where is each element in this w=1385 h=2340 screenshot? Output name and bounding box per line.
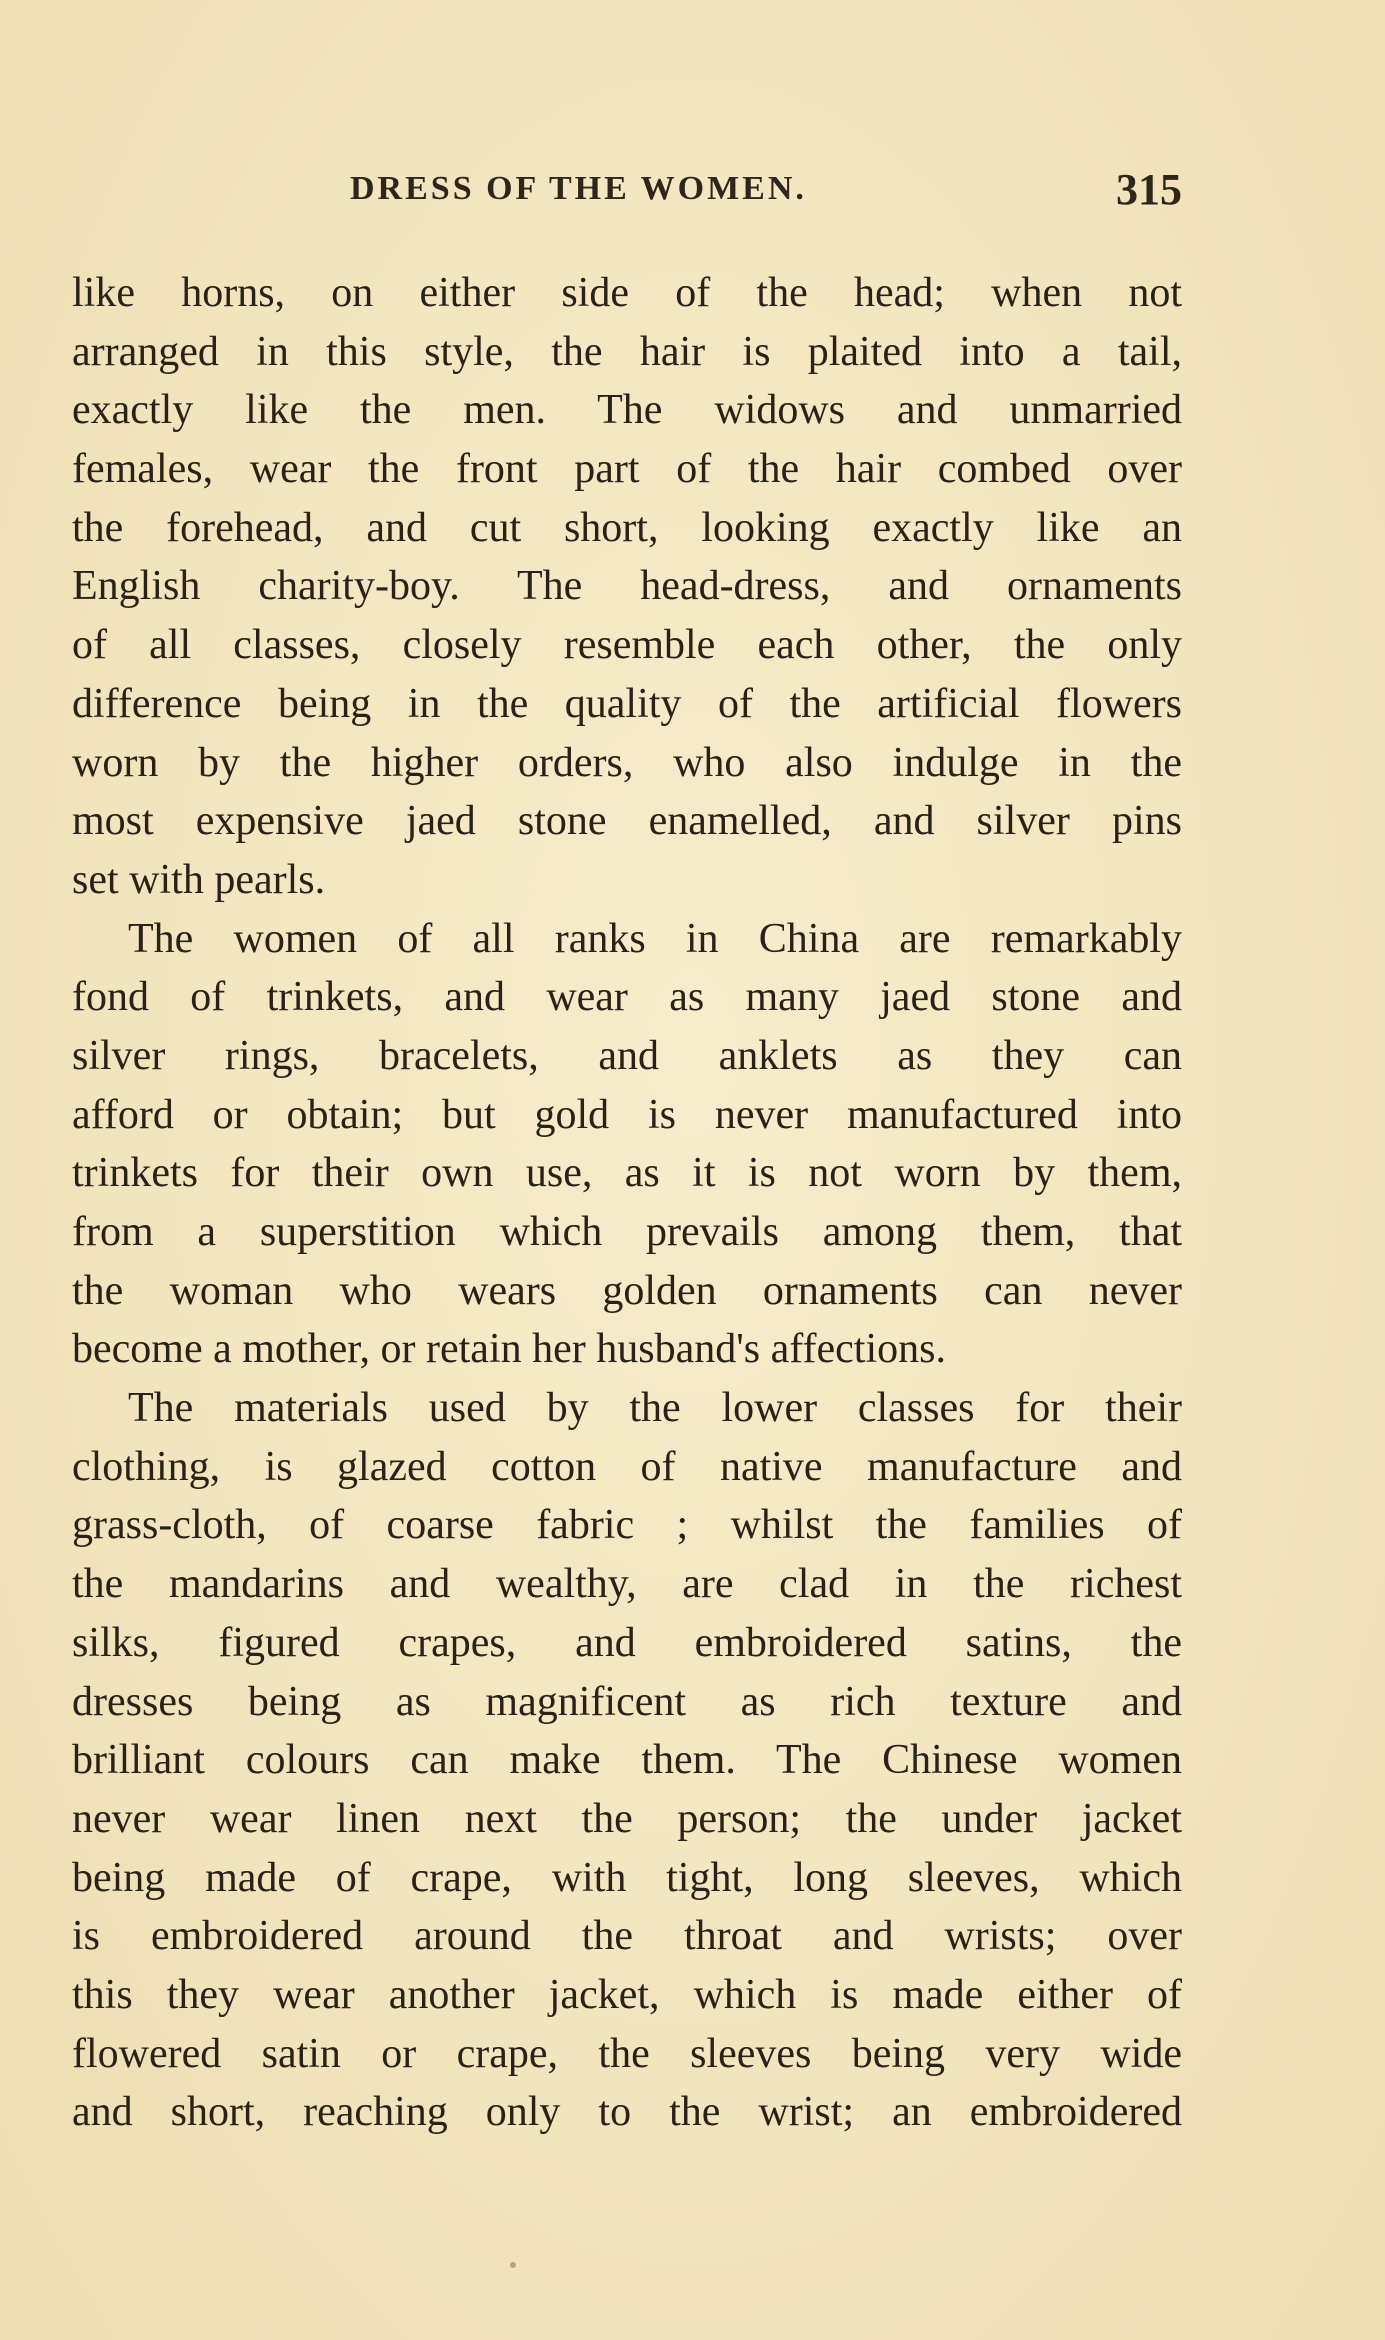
text-line: is embroidered around the throat and wrists; over — [72, 1913, 1182, 1960]
text-line: females, wear the front part of the hair combed over — [72, 446, 1182, 493]
text-line: brilliant colours can make them. The Chinese women — [72, 1737, 1182, 1784]
paper-speck — [510, 2262, 516, 2268]
text-line: afford or obtain; but gold is never manufactured into — [72, 1091, 1182, 1138]
text-line: the mandarins and wealthy, are clad in the richest — [72, 1561, 1182, 1608]
text-line: clothing, is glazed cotton of native manufacture and — [72, 1443, 1182, 1490]
text-line: The materials used by the lower classes for their — [128, 1385, 1182, 1432]
text-line: being made of crape, with tight, long sleeves, which — [72, 1854, 1182, 1901]
text-line: most expensive jaed stone enamelled, and silver pins — [72, 798, 1182, 845]
text-line: difference being in the quality of the artificial flowers — [72, 680, 1182, 727]
text-line: fond of trinkets, and wear as many jaed stone and — [72, 974, 1182, 1021]
text-line: grass-cloth, of coarse fabric ; whilst the families of — [72, 1502, 1182, 1549]
text-line: The women of all ranks in China are remarkably — [128, 915, 1182, 962]
text-line: like horns, on either side of the head; when not — [72, 270, 1182, 316]
text-line: the woman who wears golden ornaments can never — [72, 1267, 1182, 1314]
text-line: exactly like the men. The widows and unmarried — [72, 387, 1182, 434]
text-line: flowered satin or crape, the sleeves being very wide — [72, 2030, 1182, 2077]
text-line: from a superstition which prevails among them, that — [72, 1209, 1182, 1255]
text-line: silks, figured crapes, and embroidered satins, the — [72, 1619, 1182, 1666]
running-head — [72, 165, 1182, 220]
text-line: the forehead, and cut short, looking exactly like an — [72, 504, 1182, 551]
text-line: trinkets for their own use, as it is not worn by them, — [72, 1150, 1182, 1197]
text-line: become a mother, or retain her husband's affections. — [72, 1326, 946, 1373]
text-line: set with pearls. — [72, 856, 326, 903]
text-line: dresses being as magnificent as rich texture and — [72, 1678, 1182, 1725]
body-text — [72, 264, 1182, 2142]
text-line: silver rings, bracelets, and anklets as they can — [72, 1032, 1182, 1079]
text-line: and short, reaching only to the wrist; an embroidered — [72, 2089, 1182, 2136]
page-number: 315 — [1116, 165, 1182, 214]
text-line: of all classes, closely resemble each other, the only — [72, 622, 1182, 669]
text-line: worn by the higher orders, who also indulge in the — [72, 739, 1182, 786]
text-line: never wear linen next the person; the under jacket — [72, 1795, 1182, 1842]
running-title: DRESS OF THE WOMEN. — [350, 170, 807, 207]
text-line: this they wear another jacket, which is made either of — [72, 1971, 1182, 2018]
text-line: arranged in this style, the hair is plaited into a tail, — [72, 328, 1182, 375]
text-line: English charity-boy. The head-dress, and ornaments — [72, 563, 1182, 610]
